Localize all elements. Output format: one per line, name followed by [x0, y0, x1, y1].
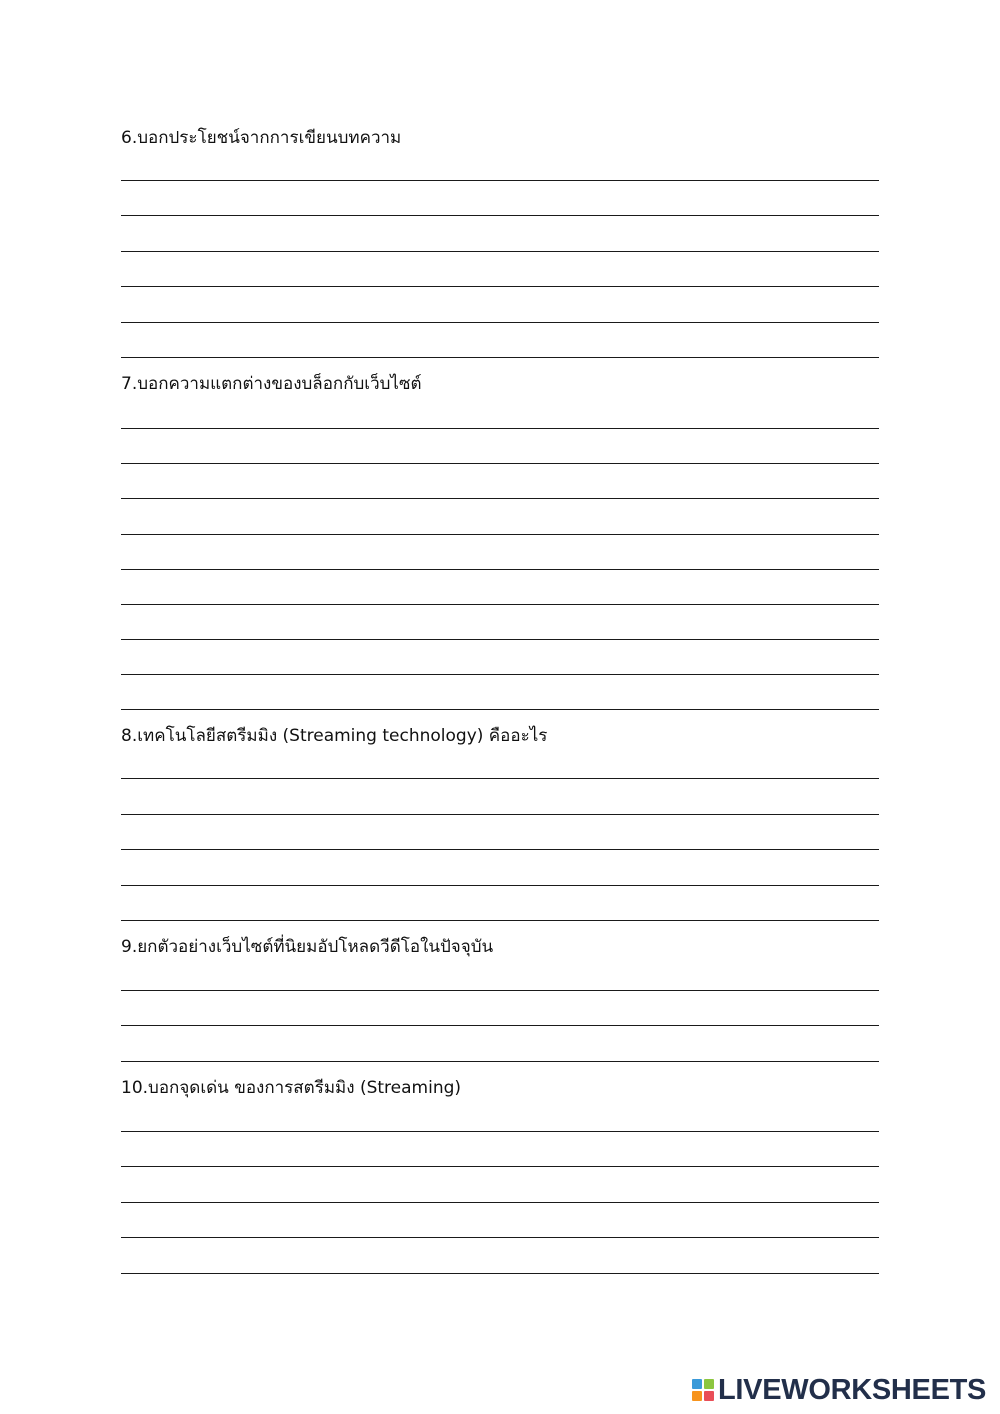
- logo-square-green: [704, 1379, 714, 1389]
- liveworksheets-brand-text: LIVEWORKSHEETS: [718, 1374, 987, 1406]
- question-10-answer-line-5[interactable]: [121, 1273, 879, 1274]
- question-10-answer-line-2[interactable]: [121, 1166, 879, 1167]
- logo-square-blue: [692, 1379, 702, 1389]
- question-7-answer-line-6[interactable]: [121, 604, 879, 605]
- question-9-answer-line-2[interactable]: [121, 1025, 879, 1026]
- question-10-label: 10.บอกจุดเด่น ของการสตรีมมิง (Streaming): [121, 1078, 462, 1098]
- question-9-answer-line-3[interactable]: [121, 1061, 879, 1062]
- question-10-answer-line-3[interactable]: [121, 1202, 879, 1203]
- question-10-answer-line-1[interactable]: [121, 1131, 879, 1132]
- question-9-answer-line-1[interactable]: [121, 990, 879, 991]
- question-7-label: 7.บอกความแตกต่างของบล็อกกับเว็บไซต์: [121, 374, 422, 394]
- liveworksheets-logo-icon: [692, 1379, 714, 1401]
- question-6-answer-line-3[interactable]: [121, 251, 879, 252]
- question-7-answer-line-5[interactable]: [121, 569, 879, 570]
- question-8-label: 8.เทคโนโลยีสตรีมมิง (Streaming technology) คืออะไร: [121, 726, 548, 746]
- question-6-answer-line-2[interactable]: [121, 215, 879, 216]
- logo-square-red: [704, 1391, 714, 1401]
- question-8-answer-line-2[interactable]: [121, 814, 879, 815]
- question-7-answer-line-3[interactable]: [121, 498, 879, 499]
- question-6-answer-line-5[interactable]: [121, 322, 879, 323]
- question-7-answer-line-8[interactable]: [121, 674, 879, 675]
- question-7-answer-line-1[interactable]: [121, 428, 879, 429]
- question-9-label: 9.ยกตัวอย่างเว็บไซต์ที่นิยมอัปโหลดวีดีโอในปัจจุบัน: [121, 937, 494, 957]
- question-8-answer-line-5[interactable]: [121, 920, 879, 921]
- question-6-answer-line-6[interactable]: [121, 357, 879, 358]
- question-7-answer-line-2[interactable]: [121, 463, 879, 464]
- question-7-answer-line-9[interactable]: [121, 709, 879, 710]
- question-6-answer-line-4[interactable]: [121, 286, 879, 287]
- question-8-answer-line-1[interactable]: [121, 778, 879, 779]
- question-10-answer-line-4[interactable]: [121, 1237, 879, 1238]
- question-7-answer-line-7[interactable]: [121, 639, 879, 640]
- question-6-answer-line-1[interactable]: [121, 180, 879, 181]
- question-8-answer-line-4[interactable]: [121, 885, 879, 886]
- question-6-label: 6.บอกประโยชน์จากการเขียนบทความ: [121, 128, 402, 148]
- logo-square-orange: [692, 1391, 702, 1401]
- liveworksheets-logo: [692, 1374, 986, 1406]
- question-8-answer-line-3[interactable]: [121, 849, 879, 850]
- question-7-answer-line-4[interactable]: [121, 534, 879, 535]
